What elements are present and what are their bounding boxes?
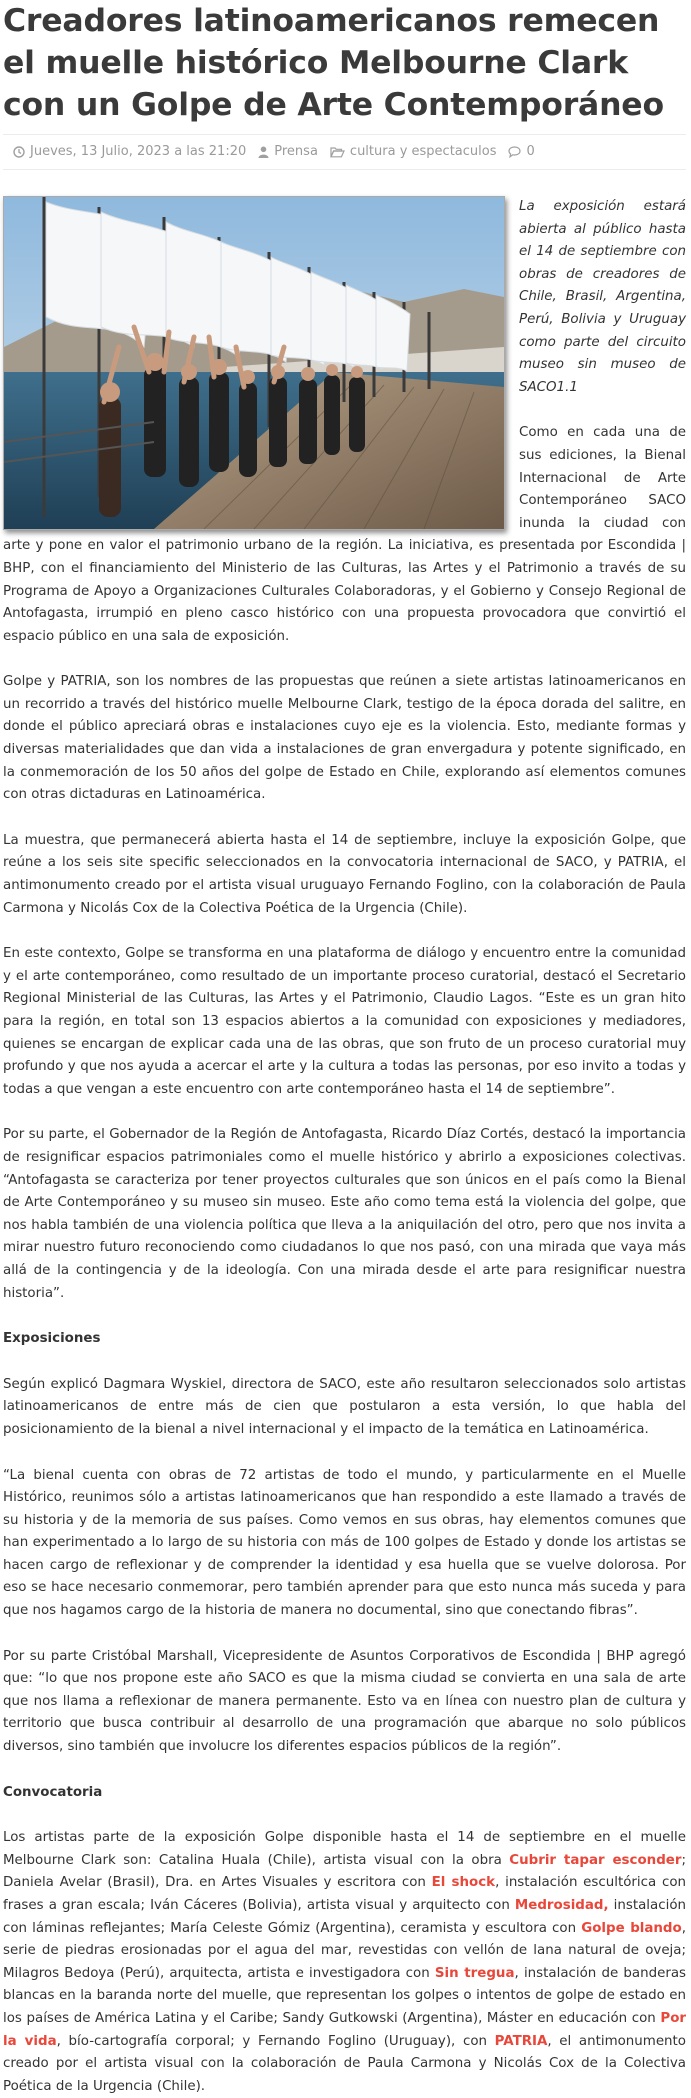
subheading-exposiciones: Exposiciones [3, 1331, 101, 1347]
user-icon [258, 146, 269, 158]
meta-author-link[interactable]: Prensa [274, 144, 318, 159]
folder-open-icon [330, 146, 345, 158]
artwork-title: Por la vida [3, 2010, 686, 2049]
artwork-title: Cubrir tapar esconder [509, 1852, 682, 1868]
text-run: instalación con láminas reflejantes; María Celeste Gómiz (Argentina), ceramista y escultora con [3, 1898, 686, 1936]
text-run: , serie de piedras erosionadas por el agua del mar, revestidas con vellón de lana natural de oveja; Milagros Bedoya (Perú), arquitecta, artista e investigadora con [3, 1920, 686, 1981]
paragraph-1: Como en cada una de sus ediciones, la Bienal Internacional de Arte Contemporáneo SACO inunda la ciudad con arte y pone en valor el patrimonio urbano de la región. La iniciativa, es presentada por Escondida | BHP, con el financiamiento del Ministerio de las Culturas, las Artes y el Patrimonio a través de su Programa de Apoyo a Organizaciones Culturales Colaboradoras, y el Gobierno y Consejo Regional de Antofagasta, irrumpió en pleno casco histórico con una propuesta provocadora que convirtió el espacio público en una sala de exposición. [3, 425, 686, 644]
article-title: Creadores latinoamericanos remecen el muelle histórico Melbourne Clark con un Golpe de Arte Contemporáneo [3, 3, 664, 123]
artwork-title: Golpe blando [581, 1920, 682, 1936]
meta-category-link[interactable]: cultura y espectaculos [349, 144, 497, 159]
artwork-title: PATRIA [494, 2033, 548, 2049]
meta-category[interactable] [330, 143, 497, 161]
article-photo [3, 196, 505, 530]
comment-icon [508, 146, 521, 158]
text-run: ; Daniela Avelar (Brasil), Dra. en Artes Visuales y escritora con [3, 1852, 686, 1891]
paragraph-6: Según explicó Dagmara Wyskiel, directora de SACO, este año resultaron seleccionados solo artistas latinoamericanos de entre más de cien que postularon a esta versión, lo que habla del posicionamiento de la bienal a nivel internacional y el impacto de la temática en Latinoamérica. [3, 1376, 686, 1437]
meta-comments[interactable] [508, 143, 534, 161]
photo-caption: La exposición estará abierta al público hasta el 14 de septiembre con obras de creadores de Chile, Brasil, Argentina, Perú, Bolivia y Uruguay como parte del circuito museo sin museo de SACO1.1 [519, 199, 686, 395]
artwork-title: Medrosidad, [514, 1898, 609, 1913]
paragraph-3: La muestra, que permanecerá abierta hasta el 14 de septiembre, incluye la exposición Golpe, que reúne a los seis site specific seleccionados en la convocatoria internacional de SACO, y PATRIA, el antimonumento creado por el artista visual uruguayo Fernando Foglino, con la colaboración de Paula Carmona y Nicolás Cox de la Colectiva Poética de la Urgencia (Chile). [3, 832, 686, 916]
text-run: Los artistas parte de la exposición Golpe disponible hasta el 14 de septiembre en el muelle Melbourne Clark son: Catalina Huala (Chile), artista visual con la obra [3, 1830, 686, 1868]
paragraph-2: Golpe y PATRIA, son los nombres de las propuestas que reúnen a siete artistas latinoamericanos en un recorrido a través del histórico muelle Melbourne Clark, testigo de la época dorada del salitre, en donde el público apreciará obras e instalaciones cuyo eje es la violencia. Esto, mediante formas y diversas materialidades que dan vida a instalaciones de gran envergadura y potente significado, en la conmemoración de los 50 años del golpe de Estado en Chile, explorando así elementos comunes con otras dictaduras en Latinoamérica. [3, 674, 686, 803]
paragraph-7: “La bienal cuenta con obras de 72 artistas de todo el mundo, y particularmente en el Muelle Histórico, reunimos sólo a artistas latinoamericanos que han respondido a este llamado a través de su historia y de la memoria de sus países. Como vemos en sus obras, hay elementos comunes que han experimentado a lo largo de su historia con más de 100 golpes de Estado y donde los artistas se hacen cargo de reflexionar y de comprender la identidad y esa huella que se vuelve dolorosa. Por eso se hace necesario conmemorar, pero también aprender para que esto nunca más suceda y para que nos hagamos cargo de la historia de manera no documental, sino que conectando fibras”. [3, 1467, 686, 1619]
clock-icon [13, 146, 25, 158]
paragraph-9 [3, 1827, 686, 2098]
artwork-title: Sin tregua [434, 1965, 515, 1981]
meta-date-text: Jueves, 13 Julio, 2023 a las 21:20 [30, 144, 247, 159]
artwork-title: El shock [431, 1875, 496, 1891]
text-run: , bío-cartografía corporal; y Fernando Foglino (Uruguay), con [56, 2033, 495, 2049]
paragraph-4: En este contexto, Golpe se transforma en una plataforma de diálogo y encuentro entre la comunidad y el arte contemporáneo, como resultado de un importante proceso curatorial, destacó el Secretario Regional Ministerial de las Culturas, las Artes y el Patrimonio, Claudio Lagos. “Este es un gran hito para la región, en total son 13 espacios abiertos a la comunidad con exposiciones y mediadores, quienes se encargan de explicar cada una de las obras, que son fruto de un proceso curatorial muy profundo y que nos ayuda a acercar el arte y la cultura a todas las personas, por eso invito a todas y todas a que vengan a este encuentro con arte contemporáneo hasta el 14 de septiembre”. [3, 946, 686, 1097]
paragraph-5: Por su parte, el Gobernador de la Región de Antofagasta, Ricardo Díaz Cortés, destacó la importancia de resignificar espacios patrimoniales como el muelle histórico y abrirlo a exposiciones colectivas. “Antofagasta se caracteriza por tener proyectos culturales que son únicos en el país como la Bienal de Arte Contemporáneo y su museo sin museo. Este año como tema está la violencia del golpe, que nos habla también de una violencia política que lleva a la aniquilación del otro, pero que nos invita a mirar nuestro futuro reconociendo como ciudadanos lo que nos pasó, con una mirada que vaya más allá de la contingencia y de la ideología. Con una mirada desde el arte para resignificar nuestra historia”. [3, 1127, 686, 1301]
paragraph-8: Por su parte Cristóbal Marshall, Vicepresidente de Asuntos Corporativos de Escondida | BHP agregó que: “lo que nos propone este año SACO es que la misma ciudad se convierta en una sala de arte que nos llama a reflexionar de manera permanente. Esto va en línea con nuestro plan de cultura y territorio que busca contribuir al desarrollo de una programación que abarque no solo públicos diversos, sino también que involucre los diferentes espacios públicos de la región”. [3, 1648, 686, 1755]
subheading-convocatoria: Convocatoria [3, 1784, 103, 1800]
meta-date [13, 143, 246, 161]
article-body [3, 196, 686, 2098]
text-run: , instalación escultórica con frases a gran escala; Iván Cáceres (Bolivia), artista visual y arquitecto con [3, 1875, 686, 1913]
text-run: , el antimonumento creado por el artista visual con la colaboración de Paula Carmona y Nicolás Cox de la Colectiva Poética de la Urgencia (Chile). [3, 2033, 686, 2094]
article-meta [3, 134, 686, 170]
meta-author[interactable] [258, 143, 318, 161]
meta-comments-count[interactable]: 0 [526, 144, 535, 159]
text-run: , instalación de banderas blancas en la baranda norte del muelle, que representan los golpes o intentos de golpe de estado en los países de América Latina y el Caribe; Sandy Gutkowski (Argentina), Máster en educación con [3, 1965, 687, 2026]
